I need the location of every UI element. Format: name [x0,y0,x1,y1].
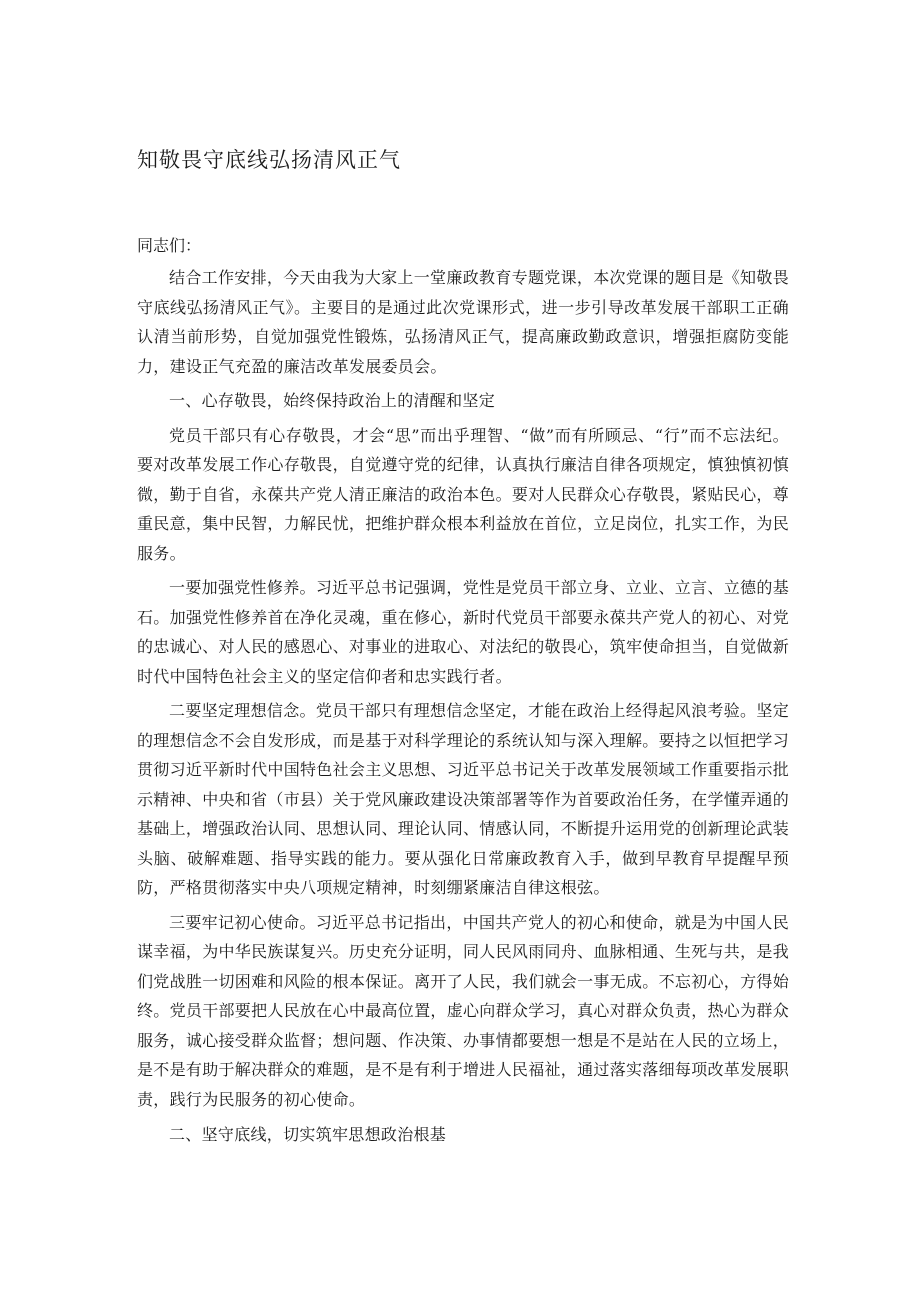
document-title: 知敬畏守底线弘扬清风正气 [137,148,401,172]
salutation: 同志们： [137,236,202,255]
document-body [137,263,789,1155]
intro-paragraph: 结合工作安排，今天由我为大家上一堂廉政教育专题党课，本次党课的题目是《知敬畏守底线弘扬清风正气》。主要目的是通过此次党课形式，进一步引导改革发展干部职工正确认清当前形势，自觉加强党性锻炼，弘扬清风正气，提高廉政勤政意识，增强拒腐防变能力，建设正气充盈的廉洁改革发展委员会。 [137,268,789,376]
section-1-paragraph: 党员干部只有心存敬畏，才会“思”而出乎理智、“做”而有所顾忌、“行”而不忘法纪。要对改革发展工作心存敬畏，自觉遵守党的纪律，认真执行廉洁自律各项规定，慎独慎初慎微，勤于自省，永葆共产党人清正廉洁的政治本色。要对人民群众心存敬畏，紧贴民心，尊重民意，集中民智，力解民忧，把维护群众根本利益放在首位，立足岗位，扎实工作，为民服务。 [137,425,790,563]
section-2-heading: 二、坚守底线，切实筑牢思想政治根基 [169,1125,447,1144]
point-3-paragraph: 三要牢记初心使命。习近平总书记指出，中国共产党人的初心和使命，就是为中国人民谋幸福，为中华民族谋复兴。历史充分证明，同人民风雨同舟、血脉相通、生死与共，是我们党战胜一切困难和风险的根本保证。离开了人民，我们就会一事无成。不忘初心，方得始终。党员干部要把人民放在心中最高位置，虚心向群众学习，真心对群众负责，热心为群众服务，诚心接受群众监督；想问题、作决策、办事情都要想一想是不是站在人民的立场上，是不是有助于解决群众的难题，是不是有利于增进人民福祉，通过落实落细每项改革发展职责，践行为民服务的初心使命。 [137,912,790,1109]
point-2-paragraph: 二要坚定理想信念。党员干部只有理想信念坚定，才能在政治上经得起风浪考验。坚定的理想信念不会自发形成，而是基于对科学理论的系统认知与深入理解。要持之以恒把学习贯彻习近平新时代中国特色社会主义思想、习近平总书记关于改革发展领域工作重要指示批示精神、中央和省（市县）关于党风廉政建设决策部署等作为首要政治任务，在学懂弄通的基础上，增强政治认同、思想认同、理论认同、情感认同，不断提升运用党的创新理论武装头脑、破解难题、指导实践的能力。要从强化日常廉政教育入手，做到早教育早提醒早预防，严格贯彻落实中央八项规定精神，时刻绷紧廉洁自律这根弦。 [137,701,790,897]
section-1-heading: 一、心存敬畏，始终保持政治上的清醒和坚定 [169,391,496,410]
point-1-paragraph: 一要加强党性修养。习近平总书记强调，党性是党员干部立身、立业、立言、立德的基石。加强党性修养首在净化灵魂，重在修心，新时代党员干部要永葆共产党人的初心、对党的忠诚心、对人民的感恩心、对事业的进取心、对法纪的敬畏心，筑牢使命担当，自觉做新时代中国特色社会主义的坚定信仰者和忠实践行者。 [137,578,790,686]
